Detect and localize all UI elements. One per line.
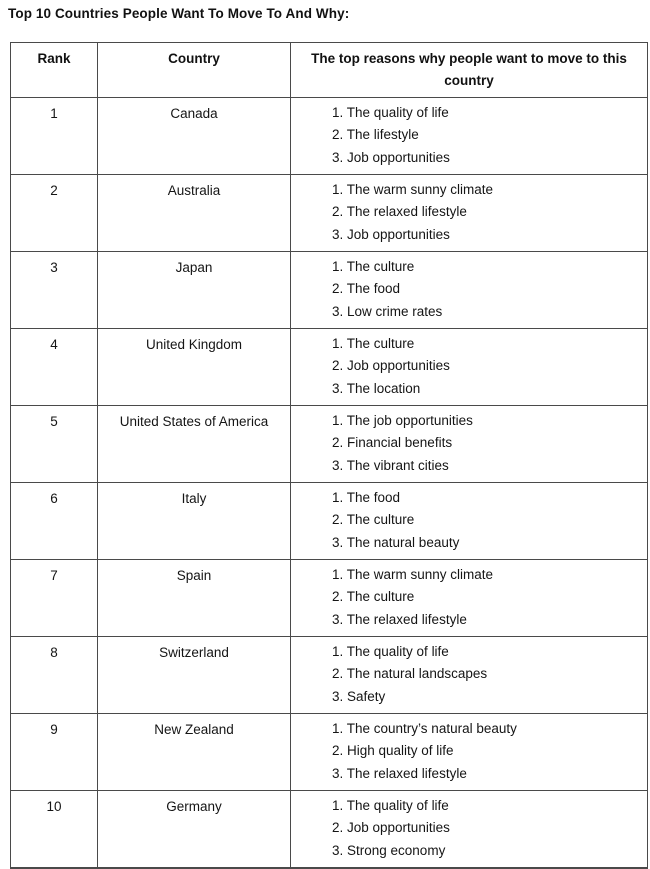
reason-item: 2. Financial benefits <box>332 435 453 451</box>
reason-item: 2. The food <box>332 281 401 297</box>
rank-cell: 5 <box>11 406 98 483</box>
reason-item: 3. The vibrant cities <box>332 457 449 473</box>
reasons-cell <box>291 252 648 329</box>
rank-cell: 1 <box>11 98 98 175</box>
country-cell: United Kingdom <box>98 329 291 406</box>
country-cell: Switzerland <box>98 637 291 714</box>
rank-cell: 8 <box>11 637 98 714</box>
country-cell: Canada <box>98 98 291 175</box>
reasons-cell <box>291 637 648 714</box>
column-header-rank: Rank <box>11 43 98 98</box>
reason-item: 1. The country’s natural beauty <box>332 721 517 736</box>
reason-item: 3. Strong economy <box>332 842 446 858</box>
table-row <box>11 637 648 714</box>
page-title: Top 10 Countries People Want To Move To And Why: <box>8 6 350 21</box>
table-body <box>11 98 648 869</box>
reason-item: 2. The relaxed lifestyle <box>332 204 467 220</box>
reasons-cell <box>291 791 648 869</box>
reason-item: 3. Job opportunities <box>332 226 450 242</box>
table-row <box>11 714 648 791</box>
table-row <box>11 791 648 869</box>
country-cell: Italy <box>98 483 291 560</box>
rank-cell: 7 <box>11 560 98 637</box>
reason-item: 1. The culture <box>332 259 415 274</box>
rank-cell: 10 <box>11 791 98 869</box>
country-cell: United States of America <box>98 406 291 483</box>
reason-item: 2. The culture <box>332 589 415 605</box>
reason-item: 1. The quality of life <box>332 798 449 813</box>
countries-table <box>10 42 648 869</box>
reasons-cell <box>291 175 648 252</box>
reasons-cell <box>291 483 648 560</box>
reason-item: 2. The culture <box>332 512 415 528</box>
reason-item: 1. The job opportunities <box>332 413 473 428</box>
reasons-cell <box>291 560 648 637</box>
reason-item: 2. The lifestyle <box>332 127 419 143</box>
reasons-cell <box>291 329 648 406</box>
reason-item: 3. The location <box>332 380 421 396</box>
reason-item: 3. Low crime rates <box>332 303 443 319</box>
rank-cell: 2 <box>11 175 98 252</box>
table-row <box>11 98 648 175</box>
reason-item: 1. The quality of life <box>332 105 449 120</box>
reason-item: 2. Job opportunities <box>332 358 450 374</box>
reason-item: 1. The culture <box>332 336 415 351</box>
reason-item: 1. The quality of life <box>332 644 449 659</box>
rank-cell: 6 <box>11 483 98 560</box>
country-cell: Germany <box>98 791 291 869</box>
table-row <box>11 329 648 406</box>
reason-item: 3. Job opportunities <box>332 149 450 165</box>
country-cell: New Zealand <box>98 714 291 791</box>
country-cell: Australia <box>98 175 291 252</box>
reason-item: 3. The relaxed lifestyle <box>332 611 467 627</box>
rank-cell: 4 <box>11 329 98 406</box>
reason-item: 3. The relaxed lifestyle <box>332 765 467 781</box>
table-header-row <box>11 43 648 98</box>
reason-item: 2. The natural landscapes <box>332 666 488 682</box>
reason-item: 3. The natural beauty <box>332 534 460 550</box>
country-cell: Japan <box>98 252 291 329</box>
country-cell: Spain <box>98 560 291 637</box>
column-header-reasons: The top reasons why people want to move to this country <box>291 43 648 98</box>
table-row <box>11 483 648 560</box>
reason-item: 1. The warm sunny climate <box>332 182 494 197</box>
column-header-country: Country <box>98 43 291 98</box>
reasons-cell <box>291 98 648 175</box>
rank-cell: 3 <box>11 252 98 329</box>
rank-cell: 9 <box>11 714 98 791</box>
table-row <box>11 560 648 637</box>
reasons-cell <box>291 406 648 483</box>
reason-item: 1. The warm sunny climate <box>332 567 494 582</box>
table-row <box>11 406 648 483</box>
reason-item: 3. Safety <box>332 688 386 704</box>
reason-item: 2. High quality of life <box>332 743 454 759</box>
reason-item: 2. Job opportunities <box>332 820 450 836</box>
reasons-cell <box>291 714 648 791</box>
table-row <box>11 252 648 329</box>
table-row <box>11 175 648 252</box>
reason-item: 1. The food <box>332 490 401 505</box>
